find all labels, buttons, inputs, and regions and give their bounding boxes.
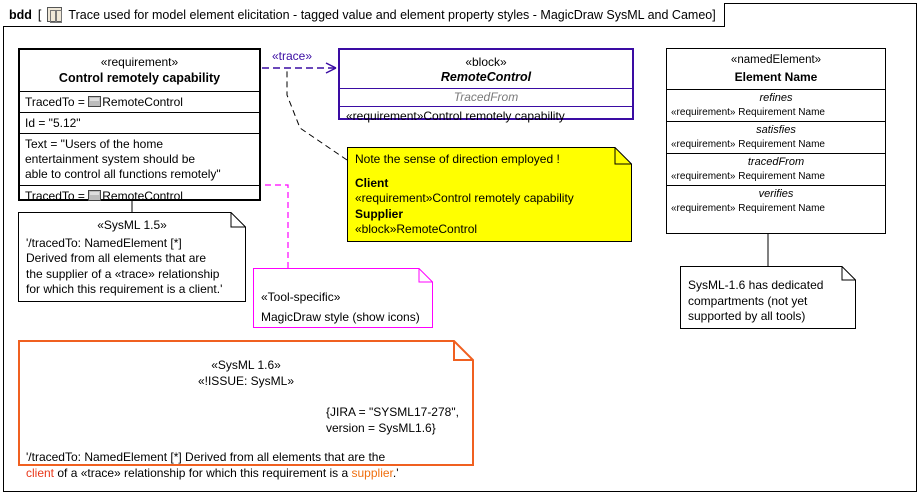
note-yellow-supplier-value: «block»RemoteControl bbox=[355, 222, 478, 237]
requirement-row-tracedto-2 bbox=[20, 186, 259, 206]
note-sysml16-para-end: .' bbox=[392, 465, 399, 480]
note-right-line3: supported by all tools) bbox=[688, 309, 806, 324]
requirement-text-line-3: able to control all functions remotely" bbox=[25, 167, 221, 181]
diagram-title: Trace used for model element elicitation - tagged value and element property styles - MagicDraw SysML and Cameo] bbox=[68, 7, 716, 22]
diagram-frame-header bbox=[3, 3, 725, 27]
note-sysml15[interactable] bbox=[18, 212, 246, 302]
note-right-text bbox=[680, 266, 856, 329]
requirement-block[interactable] bbox=[18, 48, 261, 201]
requirement-name: Control remotely capability bbox=[58, 71, 221, 85]
block-name: RemoteControl bbox=[440, 70, 532, 84]
note-sysml16-title2: «!ISSUE: SysML» bbox=[197, 373, 295, 388]
requirement-row-tracedto-1 bbox=[20, 92, 259, 113]
note-sysml16-para-line2 bbox=[26, 466, 466, 482]
block-header bbox=[340, 50, 632, 88]
named-section-title-refines: refines bbox=[759, 92, 793, 104]
named-section-item-satisfies: «requirement» Requirement Name bbox=[667, 137, 885, 154]
diagram-kind-label: bdd bbox=[9, 7, 32, 22]
value-icon-2 bbox=[88, 190, 101, 201]
note-sysml16-para-mid: of a «trace» relationship for which this requirement is a bbox=[54, 465, 352, 480]
note-right-line1: SysML-1.6 has dedicated bbox=[688, 278, 824, 292]
note-tool-title: «Tool-specific» bbox=[261, 290, 341, 304]
note-tool-specific[interactable] bbox=[253, 268, 433, 328]
requirement-row-text bbox=[20, 134, 259, 186]
note-sysml16-text bbox=[18, 340, 474, 480]
block-stereotype: «block» bbox=[465, 55, 507, 69]
note-yellow-client-label: Client bbox=[355, 175, 389, 190]
note-sysml15-title: «SysML 1.5» bbox=[97, 218, 167, 232]
note-tool-text bbox=[253, 268, 433, 328]
frame-open-bracket: [ bbox=[37, 7, 42, 22]
note-sysml15-line4: for which this requirement is a client.' bbox=[26, 282, 223, 297]
note-sysml16-jira-line2: version = SysML1.6} bbox=[326, 420, 436, 435]
tracedto-value-2: RemoteControl bbox=[102, 189, 183, 203]
named-section-title-satisfies: satisfies bbox=[756, 124, 796, 136]
note-sysml15-line2: Derived from all elements that are bbox=[26, 251, 207, 266]
note-direction[interactable] bbox=[347, 147, 632, 242]
note-sysml16-para-line1: '/tracedTo: NamedElement [*] Derived from all elements that are the bbox=[26, 450, 386, 465]
named-element-header bbox=[667, 49, 885, 90]
named-section-title-verifies: verifies bbox=[758, 188, 794, 200]
named-section-item-verifies: «requirement» Requirement Name bbox=[671, 203, 825, 214]
note-yellow-text bbox=[347, 147, 632, 242]
note-sysml15-line3: the supplier of a «trace» relationship bbox=[26, 266, 220, 281]
named-element-block[interactable] bbox=[666, 48, 886, 234]
sysml-block-icon bbox=[47, 7, 62, 22]
block-element[interactable] bbox=[338, 48, 634, 123]
tracedto-value-1: RemoteControl bbox=[102, 95, 183, 109]
block-compartment-row: «requirement»Control remotely capability bbox=[346, 109, 565, 123]
note-tool-line1: MagicDraw style (show icons) bbox=[261, 309, 420, 324]
named-section-title-tracedfrom: tracedFrom bbox=[747, 156, 805, 168]
note-sysml16-jira-line1: {JIRA = "SYSML17-278", bbox=[326, 405, 459, 420]
note-right-line2: compartments (not yet bbox=[688, 293, 808, 308]
requirement-header bbox=[20, 50, 259, 92]
requirement-row-id: Id = "5.12" bbox=[20, 113, 259, 134]
trace-relationship-label: «trace» bbox=[272, 49, 313, 63]
note-yellow-supplier-label: Supplier bbox=[355, 206, 404, 221]
note-yellow-client-value: «requirement»Control remotely capability bbox=[355, 191, 574, 206]
block-compartment-title: TracedFrom bbox=[453, 90, 519, 104]
requirement-text-line-2: entertainment system should be bbox=[25, 152, 196, 166]
named-element-name: Element Name bbox=[734, 70, 818, 84]
note-sysml16-title1: «SysML 1.6» bbox=[211, 358, 281, 372]
note-sysml15-line1: '/tracedTo: NamedElement [*] bbox=[26, 235, 182, 250]
requirement-stereotype: «requirement» bbox=[100, 55, 179, 69]
note-sysml15-text bbox=[18, 212, 246, 302]
note-yellow-line1: Note the sense of direction employed ! bbox=[355, 152, 560, 166]
named-section-item-refines: «requirement» Requirement Name bbox=[667, 105, 885, 122]
note-sysml16[interactable] bbox=[18, 340, 474, 480]
note-sysml16-supplier-word: supplier bbox=[351, 465, 393, 480]
tracedto-prefix-1: TracedTo = bbox=[25, 95, 89, 109]
tracedto-prefix-2: TracedTo = bbox=[25, 189, 89, 203]
named-section-item-tracedfrom: «requirement» Requirement Name bbox=[667, 169, 885, 186]
note-sysml16-compartments[interactable] bbox=[680, 266, 856, 329]
value-icon bbox=[88, 96, 101, 107]
requirement-text-line-1: Text = "Users of the home bbox=[25, 137, 163, 151]
named-element-stereotype: «namedElement» bbox=[730, 54, 822, 66]
note-sysml16-client-word: client bbox=[26, 465, 55, 480]
